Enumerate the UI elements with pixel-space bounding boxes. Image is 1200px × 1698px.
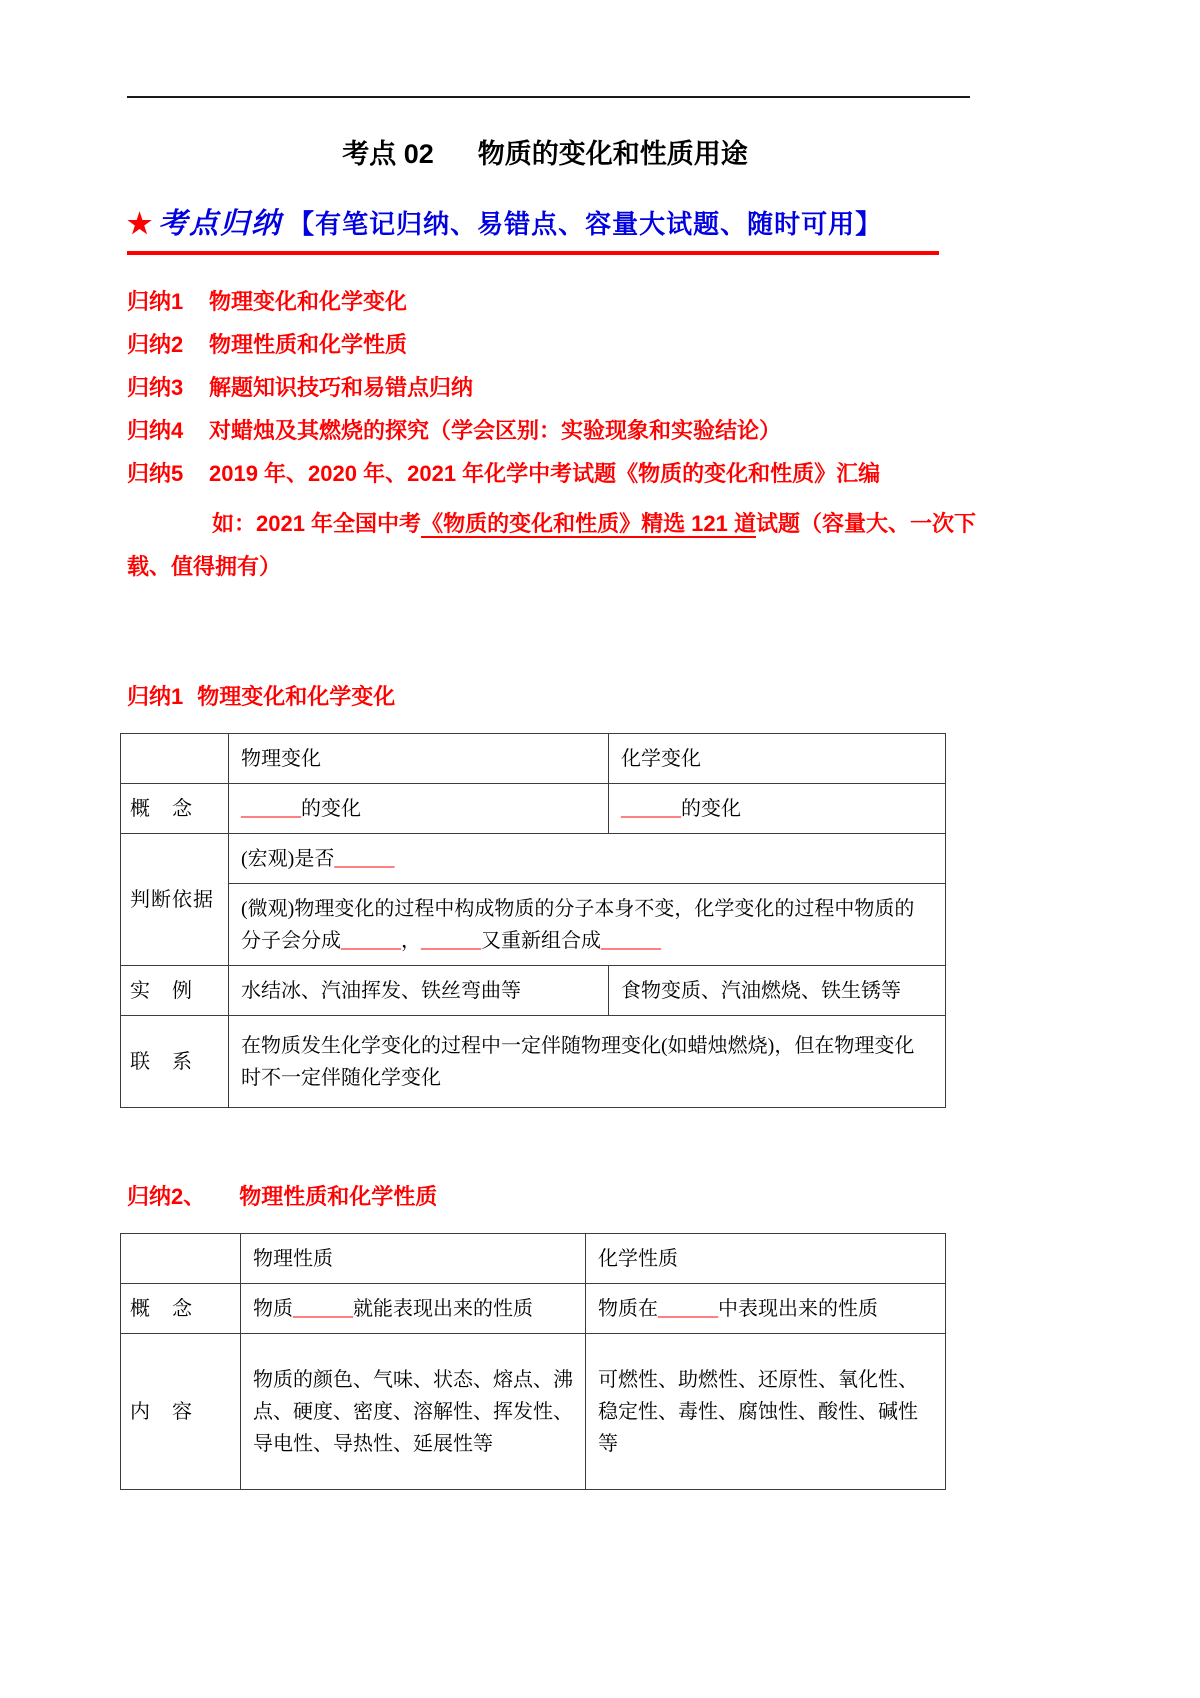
outline-item-label: 归纳1 [127,289,184,314]
outline-list [127,289,993,588]
cell-example-physical: 水结冰、汽油挥发、铁丝弯曲等 [229,966,609,1016]
doc-title-label: 考点 02 [342,139,434,169]
corner-cell [121,734,229,784]
outline-item-label: 归纳4 [127,418,184,443]
section1-heading-label: 归纳1 [127,684,184,709]
cell-text: 中表现出来的性质 [718,1297,878,1320]
outline-item-text: 2019 年、2020 年、2021 年化学中考试题《物质的变化和性质》汇编 [209,461,881,486]
cell-text: 的变化 [301,797,361,820]
row-label-example: 实 例 [121,966,229,1016]
cell-judge-macro [229,834,946,884]
outline-item [127,461,993,487]
cell-concept-chemical [609,784,946,834]
note-link[interactable]: 《物质的变化和性质》精选 121 道 [421,511,756,536]
section2-heading-text: 物理性质和化学性质 [239,1184,438,1209]
section1-heading-text: 物理变化和化学变化 [197,684,396,709]
outline-note [127,502,993,588]
outline-item [127,418,993,444]
row-label-relation: 联 系 [121,1016,229,1108]
note-suffix: 试题（容量大、一次下载、值得拥有） [127,511,977,579]
outline-item-label: 归纳5 [127,461,184,486]
banner-bracket: 【有笔记归纳、易错点、容量大试题、随时可用】 [288,209,883,239]
fill-blank: ______ [341,929,401,952]
col-header-physical-property: 物理性质 [241,1234,586,1284]
cell-text: 物质 [253,1297,293,1320]
cell-concept-physical-property [241,1284,586,1334]
doc-title-text: 物质的变化和性质用途 [477,139,748,169]
cell-text: 物质在 [598,1297,658,1320]
col-header-physical-change: 物理变化 [229,734,609,784]
outline-item [127,375,993,401]
col-header-chemical-change: 化学变化 [609,734,946,784]
cell-text: (微观)物理变化的过程中构成物质的分子本身不变，化学变化的过程中物质的分子会分成 [241,897,915,952]
cell-relation: 在物质发生化学变化的过程中一定伴随物理变化(如蜡烛燃烧)，但在物理变化时不一定伴随化学变化 [229,1016,946,1108]
cell-concept-chemical-property [586,1284,946,1334]
cell-content-physical: 物质的颜色、气味、状态、熔点、沸点、硬度、密度、溶解性、挥发性、导电性、导热性、延展性等 [241,1334,586,1490]
fill-blank: ______ [601,929,661,952]
fill-blank: ______ [334,847,395,870]
cell-text: 的变化 [681,797,741,820]
outline-item-label: 归纳3 [127,375,184,400]
cell-example-chemical: 食物变质、汽油燃烧、铁生锈等 [609,966,946,1016]
cell-concept-physical [229,784,609,834]
cell-content-chemical: 可燃性、助燃性、还原性、氧化性、稳定性、毒性、腐蚀性、酸性、碱性等 [586,1334,946,1490]
fill-blank: ______ [658,1297,718,1320]
section-banner [127,201,939,255]
change-comparison-table [120,733,946,1108]
outline-item-text: 物理性质和化学性质 [209,332,408,357]
outline-item-text: 解题知识技巧和易错点归纳 [209,375,474,400]
cell-text: 又重新组合成 [481,929,601,952]
outline-item [127,289,993,315]
fill-blank: ______ [241,797,301,820]
doc-title [120,132,970,171]
cell-text: ， [401,929,421,952]
outline-item-text: 物理变化和化学变化 [209,289,408,314]
section2-heading-label: 归纳2、 [127,1184,206,1209]
outline-item [127,332,993,358]
fill-blank: ______ [421,929,481,952]
row-label-judgement-basis: 判断依据 [121,834,229,966]
section2-heading [127,1180,1200,1211]
cell-text: 就能表现出来的性质 [353,1297,533,1320]
section1-heading [127,680,1200,711]
outline-item-text: 对蜡烛及其燃烧的探究（学会区别：实验现象和实验结论） [209,418,782,443]
row-label-concept: 概 念 [121,784,229,834]
star-icon: ★ [127,209,153,240]
corner-cell [121,1234,241,1284]
note-prefix: 如：2021 年全国中考 [212,511,422,536]
col-header-chemical-property: 化学性质 [586,1234,946,1284]
outline-item-label: 归纳2 [127,332,184,357]
fill-blank: ______ [621,797,681,820]
row-label-concept: 概 念 [121,1284,241,1334]
cell-judge-micro [229,884,946,966]
banner-title: 考点归纳 [158,208,283,240]
header-rule [127,96,970,98]
cell-text: (宏观)是否 [241,847,335,870]
row-label-content: 内 容 [121,1334,241,1490]
property-comparison-table [120,1233,946,1490]
page-content [0,96,1200,1490]
fill-blank: ______ [293,1297,353,1320]
